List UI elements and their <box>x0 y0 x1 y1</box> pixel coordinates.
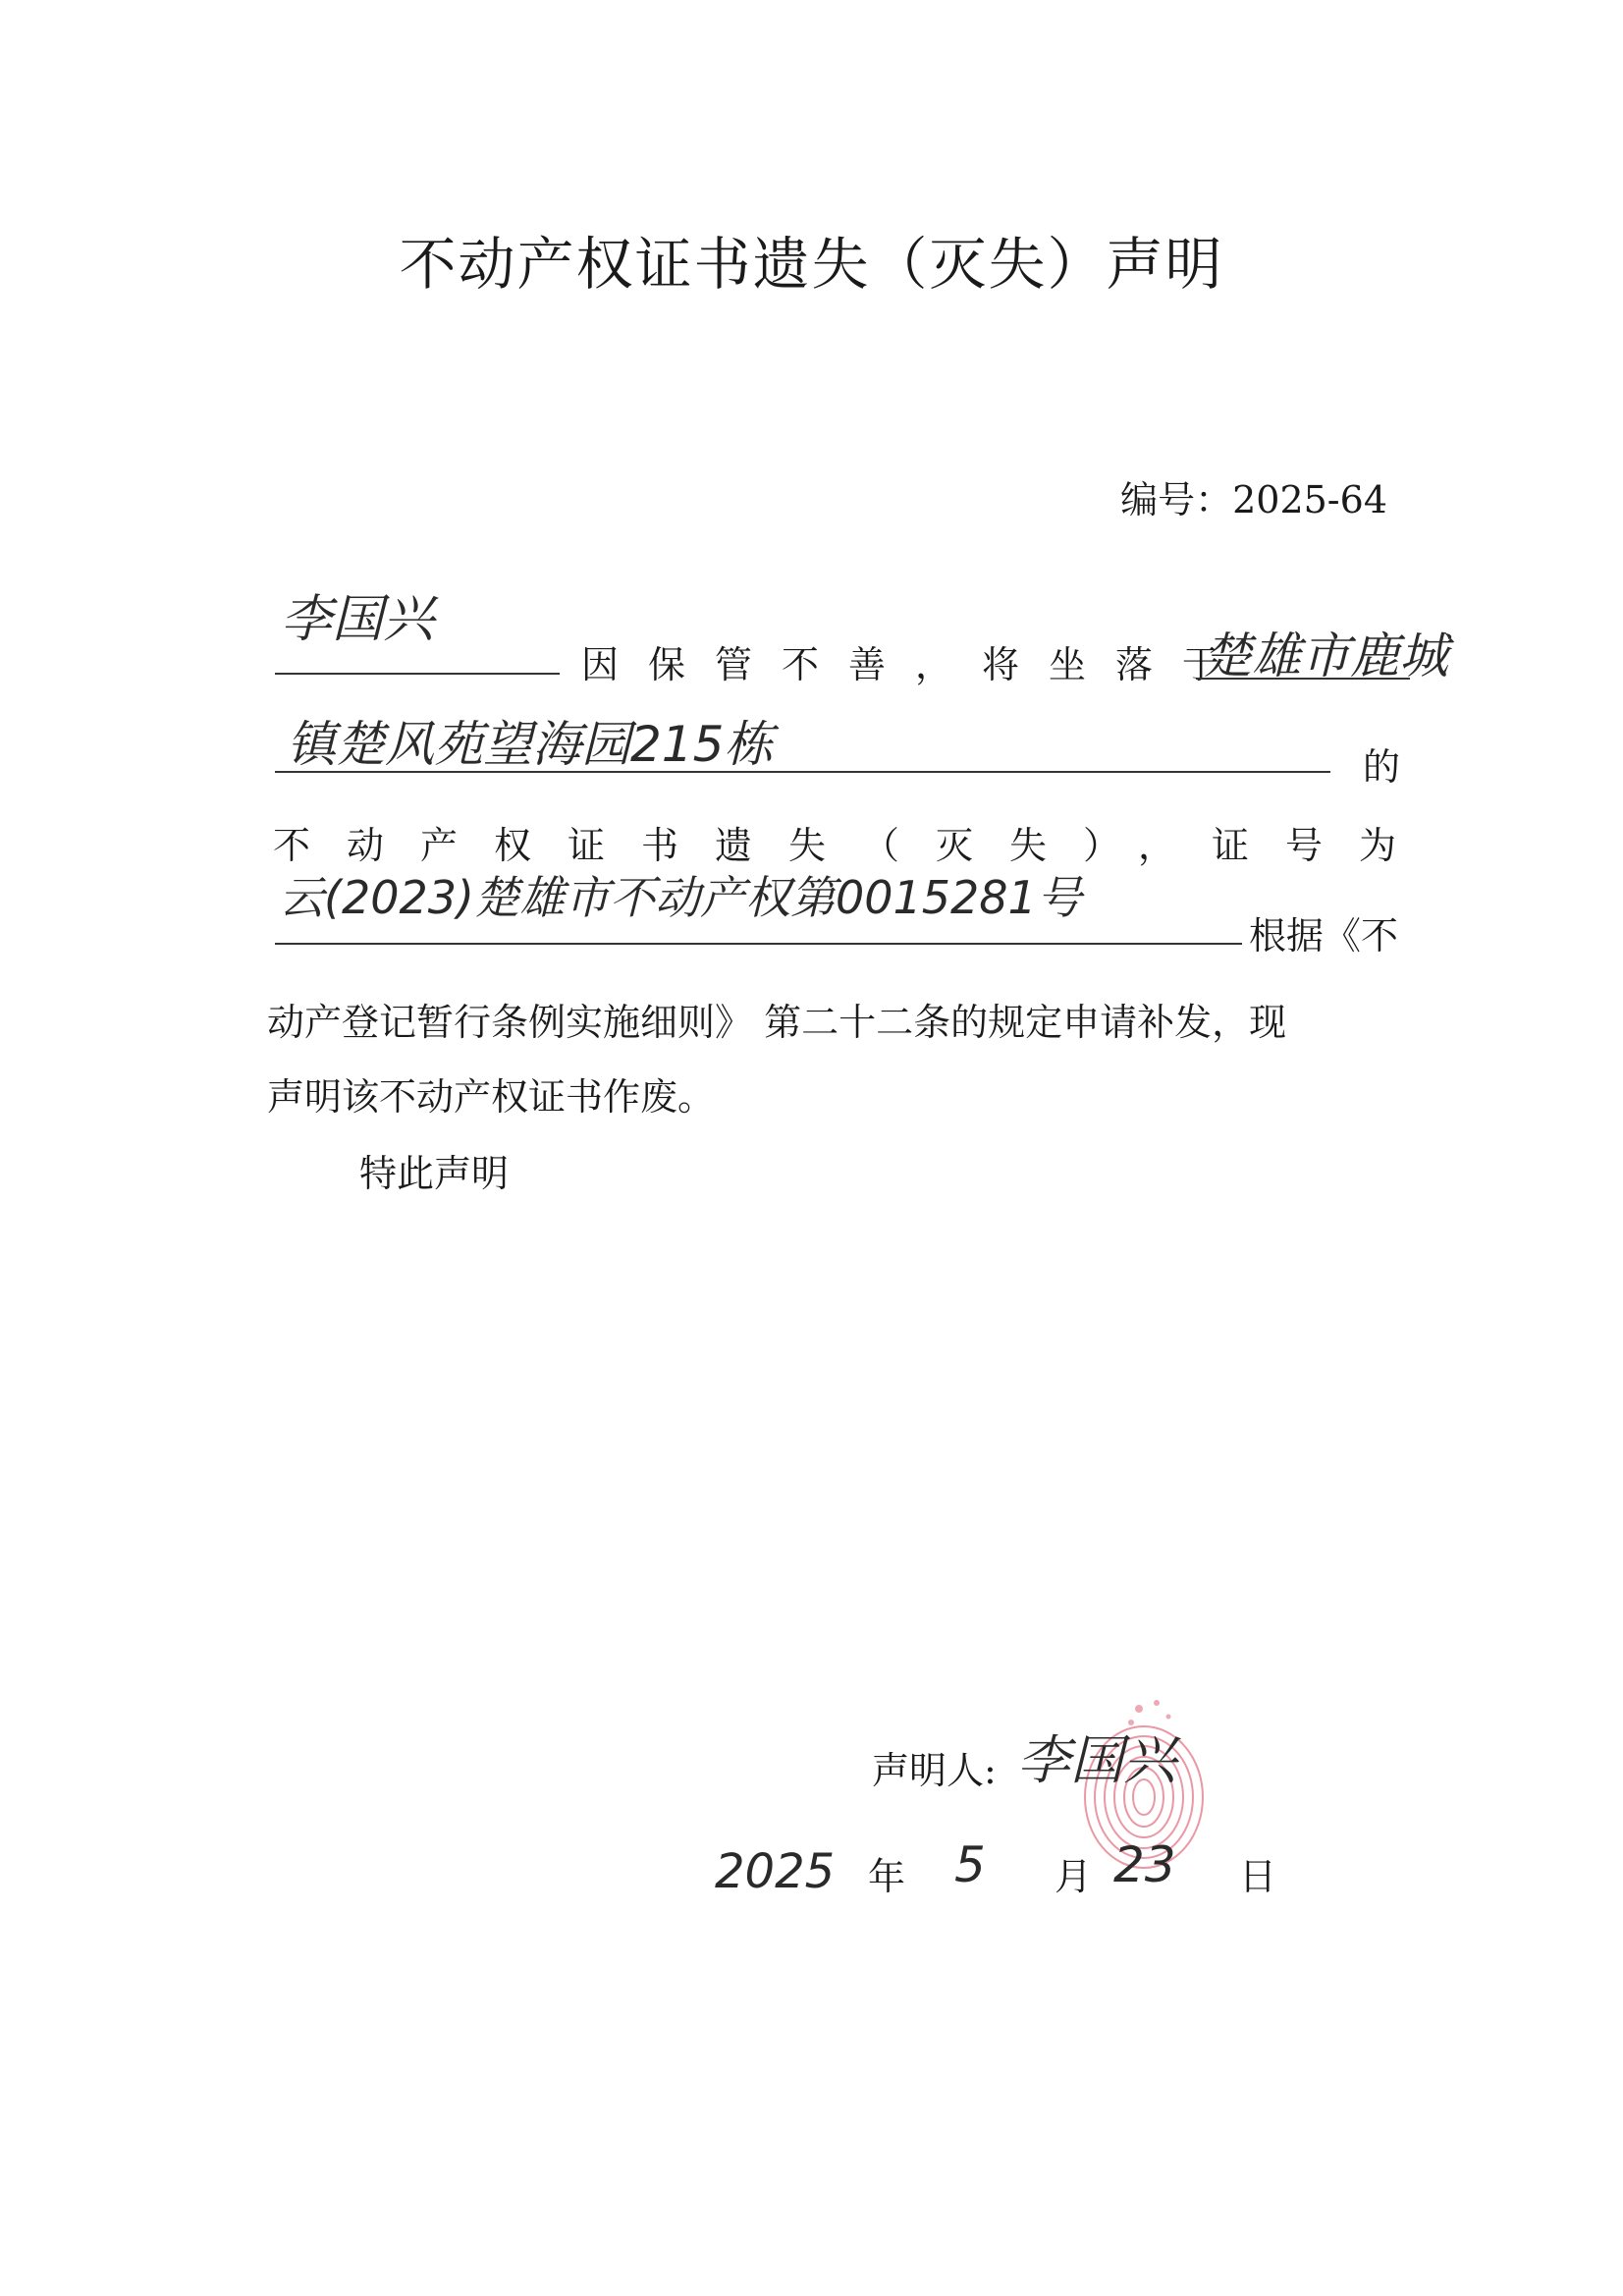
date-year-label: 年 <box>868 1855 906 1898</box>
location-underline-1 <box>1196 678 1410 680</box>
closing-statement: 特此声明 <box>359 1152 510 1195</box>
name-underline <box>275 673 560 675</box>
declarant-name-handwritten: 李国兴 <box>281 590 435 649</box>
phrase-4: 动产登记暂行条例实施细则》 第二十二条的规定申请补发，现 <box>267 1001 1287 1044</box>
document-number <box>1120 469 1387 523</box>
cert-no-handwritten: 云(2023)楚雄市不动产权第0015281号 <box>279 871 1082 924</box>
de-char: 的 <box>1363 745 1401 789</box>
cert-no-underline <box>275 943 1242 945</box>
location-handwritten-2: 镇楚风苑望海园215栋 <box>287 716 774 773</box>
location-handwritten-1: 楚雄市鹿城 <box>1203 628 1448 684</box>
phrase-3: 根据《不 <box>1249 914 1399 957</box>
location-underline-2 <box>275 771 1330 773</box>
date-month-label: 月 <box>1055 1855 1093 1898</box>
date-month-handwritten: 5 <box>954 1836 986 1893</box>
date-day-handwritten: 23 <box>1113 1836 1176 1893</box>
number-label: 编号： <box>1120 478 1233 521</box>
signer-label: 声明人: <box>872 1749 997 1792</box>
number-value: 2025-64 <box>1232 478 1387 521</box>
phrase-2: 不动产权证书遗失（灭失），证号为 <box>273 824 1434 867</box>
date-year-handwritten: 2025 <box>715 1844 836 1899</box>
signer-name-handwritten: 李国兴 <box>1017 1729 1176 1791</box>
phrase-5: 声明该不动产权证书作废。 <box>267 1075 716 1119</box>
phrase-1: 因保管不善，将坐落于 <box>581 643 1250 686</box>
date-day-label: 日 <box>1239 1855 1277 1898</box>
document-title: 不动产权证书遗失（灭失）声明 <box>399 231 1224 298</box>
